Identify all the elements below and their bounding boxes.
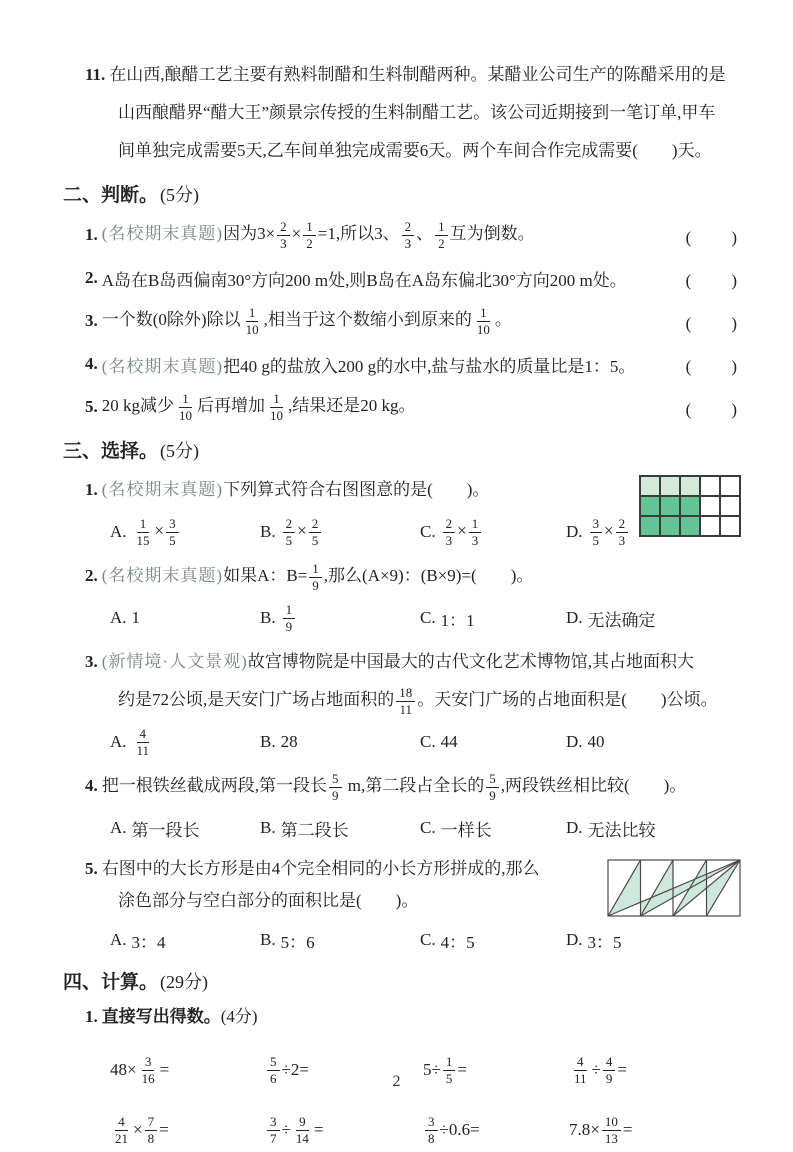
text-run: 。天安门广场的占地面积是( )公顷。 bbox=[417, 690, 718, 709]
fraction: $\frac{9}{14}$ bbox=[295, 1113, 309, 1146]
text-run: ,结果还是20 kg。 bbox=[288, 395, 416, 415]
text-run: = bbox=[622, 1120, 633, 1139]
question-line bbox=[63, 767, 743, 805]
option-text bbox=[132, 928, 166, 953]
choice-question-2 bbox=[63, 557, 743, 635]
choice-question-1 bbox=[63, 471, 743, 557]
calc-expression bbox=[110, 1114, 265, 1146]
text-run: 一个数(0除外)除以 bbox=[101, 309, 241, 329]
choice-question-3 bbox=[63, 643, 743, 759]
option-label: A. bbox=[110, 930, 127, 949]
source-tag: (名校期末真题) bbox=[101, 566, 224, 585]
option-text bbox=[281, 516, 324, 548]
option-label: B. bbox=[260, 930, 276, 949]
option-label: D. bbox=[566, 930, 583, 949]
section-calc-title bbox=[63, 967, 743, 998]
text-run: × bbox=[604, 520, 614, 540]
option-label: B. bbox=[260, 522, 276, 541]
text-run: 把一根铁丝截成两段,第一段长 bbox=[101, 776, 327, 795]
text-run: 下列算式符合右图图意的是( )。 bbox=[223, 480, 490, 499]
question-line bbox=[63, 643, 743, 681]
question-line: 山西酿醋界“醋大王”颜景宗传授的生料制醋工艺。该公司近期接到一笔订单,甲车 bbox=[118, 103, 716, 122]
option-c bbox=[420, 732, 566, 752]
source-tag: (名校期末真题) bbox=[101, 480, 224, 499]
text-run: 7.8× bbox=[569, 1120, 600, 1139]
grid-cell bbox=[680, 516, 700, 536]
text-run: 把40 g的盐放入200 g的水中,盐与盐水的质量比是1：5。 bbox=[223, 356, 636, 376]
option-text bbox=[441, 928, 475, 953]
question-line bbox=[63, 56, 743, 94]
fraction: $\frac{2}{5}$ bbox=[283, 516, 296, 548]
text-run: 因为3× bbox=[223, 223, 276, 243]
fraction: $\frac{5}{9}$ bbox=[329, 771, 342, 803]
text-run: ÷ bbox=[281, 1120, 291, 1139]
question-text: 在山西,酿醋工艺主要有熟料制醋和生料制醋两种。某醋业公司生产的陈醋采用的是 bbox=[109, 65, 726, 84]
question-text bbox=[102, 391, 686, 423]
option-label: B. bbox=[260, 732, 276, 751]
grid-cell bbox=[660, 496, 680, 516]
text-run: = bbox=[159, 1060, 170, 1079]
fraction: $\frac{4}{9}$ bbox=[603, 1054, 616, 1086]
fraction: $\frac{1}{10}$ bbox=[179, 390, 192, 423]
option-label: A. bbox=[110, 818, 127, 837]
grid-cell bbox=[640, 496, 660, 516]
question-number: 3. bbox=[85, 652, 98, 671]
text-run: × bbox=[154, 520, 165, 540]
text-run: =1,所以3、 bbox=[317, 223, 400, 243]
option-a bbox=[110, 928, 260, 953]
question-number: 1. bbox=[85, 480, 98, 499]
fraction: $\frac{4}{21}$ bbox=[115, 1113, 128, 1146]
fraction: $\frac{3}{16}$ bbox=[141, 1053, 155, 1086]
question-text bbox=[102, 352, 686, 377]
choice-question-4 bbox=[63, 767, 743, 845]
option-b bbox=[260, 928, 420, 953]
fraction-grid-figure bbox=[639, 475, 741, 537]
section-score: (29分) bbox=[160, 972, 209, 992]
fraction: $\frac{3}{8}$ bbox=[425, 1114, 438, 1146]
question-11 bbox=[63, 56, 743, 170]
fraction: $\frac{4}{11}$ bbox=[574, 1053, 587, 1086]
option-text bbox=[281, 602, 298, 634]
grid-cell bbox=[700, 476, 720, 496]
text-run: 1：1 bbox=[440, 610, 475, 630]
rectangle-figure bbox=[607, 859, 741, 917]
option-text bbox=[281, 816, 349, 841]
grid-cell bbox=[660, 516, 680, 536]
section-title-text: 二、判断。 bbox=[63, 185, 159, 206]
option-text bbox=[132, 608, 141, 628]
fraction: $\frac{1}{9}$ bbox=[283, 602, 296, 634]
grid-cell bbox=[700, 496, 720, 516]
text-run: 44 bbox=[440, 732, 458, 751]
option-text bbox=[588, 732, 605, 752]
option-a bbox=[110, 608, 260, 628]
text-run: 后再增加 bbox=[197, 395, 265, 415]
text-run: 无法确定 bbox=[587, 610, 656, 630]
fraction: $\frac{3}{5}$ bbox=[166, 516, 179, 548]
grid-cell bbox=[720, 496, 740, 516]
section-score: (5分) bbox=[160, 441, 200, 461]
option-text bbox=[588, 606, 656, 631]
question-number: 4. bbox=[85, 354, 98, 373]
text-run: 如果A：B= bbox=[223, 566, 308, 585]
grid-cell bbox=[720, 516, 740, 536]
fraction: $\frac{18}{11}$ bbox=[396, 685, 415, 717]
option-label: C. bbox=[420, 608, 436, 627]
fraction: $\frac{10}{13}$ bbox=[602, 1114, 621, 1146]
source-tag: (名校期末真题) bbox=[101, 223, 224, 243]
text-run: 。 bbox=[494, 309, 512, 329]
grid-cell bbox=[680, 476, 700, 496]
fraction: $\frac{1}{10}$ bbox=[476, 304, 490, 337]
question-text bbox=[102, 652, 694, 671]
calc-expression bbox=[569, 1114, 632, 1146]
question-text bbox=[101, 771, 687, 803]
option-text bbox=[441, 816, 492, 841]
option-text bbox=[588, 816, 656, 841]
subheader-score: (4分) bbox=[220, 1007, 258, 1026]
option-text bbox=[281, 732, 298, 752]
option-label: D. bbox=[566, 608, 583, 627]
text-run: = bbox=[457, 1060, 467, 1079]
options-row bbox=[63, 923, 743, 957]
option-c bbox=[420, 928, 566, 953]
question-text bbox=[102, 480, 490, 499]
question-number: 5. bbox=[85, 397, 98, 416]
section-title-text: 四、计算。 bbox=[63, 972, 159, 993]
text-run: 一样长 bbox=[440, 820, 492, 840]
question-text bbox=[102, 305, 686, 337]
judge-question-2 bbox=[63, 259, 743, 297]
choice-question-5 bbox=[63, 853, 743, 917]
fraction: $\frac{1}{10}$ bbox=[245, 304, 259, 337]
option-label: C. bbox=[420, 522, 436, 541]
question-number: 2. bbox=[85, 566, 98, 585]
grid-cell bbox=[640, 476, 660, 496]
option-a bbox=[110, 816, 260, 841]
option-label: A. bbox=[110, 608, 127, 627]
text-run: A岛在B岛西偏南30°方向200 m处,则B岛在A岛东偏北30°方向200 m处。 bbox=[101, 270, 627, 290]
fraction: $\frac{2}{3}$ bbox=[402, 219, 415, 251]
options-row bbox=[63, 601, 743, 635]
text-run: 20 kg减少 bbox=[101, 395, 174, 415]
text-run: 3：5 bbox=[587, 932, 622, 952]
answer-blank: ( ) bbox=[685, 227, 739, 247]
option-d bbox=[566, 516, 630, 548]
judge-question-3 bbox=[63, 302, 743, 340]
text-run: = bbox=[617, 1060, 627, 1079]
answer-blank: ( ) bbox=[685, 399, 739, 419]
option-b bbox=[260, 732, 420, 752]
question-body bbox=[63, 853, 607, 917]
fraction: $\frac{1}{2}$ bbox=[435, 219, 448, 251]
grid-cell bbox=[700, 516, 720, 536]
fraction: $\frac{1}{15}$ bbox=[136, 515, 150, 548]
text-run: 、 bbox=[416, 223, 434, 243]
text-run: 涂色部分与空白部分的面积比是( )。 bbox=[118, 891, 419, 910]
text-run: 48× bbox=[110, 1060, 137, 1079]
question-text bbox=[102, 219, 686, 251]
fraction: $\frac{4}{11}$ bbox=[136, 725, 150, 758]
grid-cell bbox=[660, 476, 680, 496]
option-text bbox=[588, 516, 631, 548]
question-body bbox=[63, 471, 639, 557]
calc-row-2 bbox=[63, 1108, 743, 1152]
option-label: D. bbox=[566, 522, 583, 541]
question-number: 1. bbox=[85, 1007, 98, 1026]
fraction: $\frac{1}{10}$ bbox=[270, 390, 283, 423]
option-d bbox=[566, 606, 656, 631]
option-d bbox=[566, 816, 656, 841]
question-number: 4. bbox=[85, 776, 98, 795]
option-b bbox=[260, 816, 420, 841]
fraction: $\frac{3}{7}$ bbox=[267, 1114, 280, 1146]
options-row bbox=[63, 725, 743, 759]
question-text bbox=[101, 561, 534, 593]
grid-cell bbox=[680, 496, 700, 516]
option-a bbox=[110, 516, 260, 548]
options-row bbox=[63, 811, 743, 845]
option-text bbox=[132, 516, 181, 548]
fraction: $\frac{1}{2}$ bbox=[303, 219, 316, 251]
option-label: C. bbox=[420, 930, 436, 949]
question-text bbox=[102, 859, 540, 878]
option-text bbox=[441, 606, 475, 631]
text-run: 40 bbox=[587, 732, 605, 751]
judge-question-1 bbox=[63, 216, 743, 254]
section-score: (5分) bbox=[160, 185, 200, 205]
text-run: 4：5 bbox=[440, 932, 475, 952]
text-run: 5÷ bbox=[423, 1060, 441, 1079]
text-run: × bbox=[133, 1120, 143, 1139]
text-run: ÷ bbox=[591, 1060, 601, 1079]
option-text bbox=[441, 732, 458, 752]
option-label: A. bbox=[110, 732, 127, 751]
calc-subheader bbox=[63, 1002, 743, 1032]
text-run: ÷0.6= bbox=[439, 1120, 480, 1139]
text-run: m,第二段占全长的 bbox=[343, 776, 485, 795]
question-line bbox=[63, 681, 743, 719]
option-b bbox=[260, 516, 420, 548]
question-number: 11. bbox=[85, 65, 106, 84]
question-line bbox=[63, 557, 743, 595]
text-run: 1 bbox=[131, 608, 141, 627]
fraction: $\frac{2}{3}$ bbox=[616, 516, 629, 548]
judge-question-4 bbox=[63, 345, 743, 383]
section-choice-title bbox=[63, 436, 743, 467]
fraction: $\frac{1}{9}$ bbox=[309, 561, 322, 593]
option-c bbox=[420, 516, 566, 548]
text-run: 互为倒数。 bbox=[449, 223, 535, 243]
option-b bbox=[260, 602, 420, 634]
text-run: 故宫博物院是中国最大的古代文化艺术博物馆,其占地面积大 bbox=[247, 652, 694, 671]
section-judge-title bbox=[63, 180, 743, 211]
question-line: 间单独完成需要5天,乙车间单独完成需要6天。两个车间合作完成需要( )天。 bbox=[118, 141, 712, 160]
question-number: 2. bbox=[85, 268, 98, 287]
fraction: $\frac{3}{5}$ bbox=[590, 516, 603, 548]
source-tag: (新情境·人文景观) bbox=[101, 652, 248, 671]
question-number: 5. bbox=[85, 859, 98, 878]
option-label: D. bbox=[566, 732, 583, 751]
fraction: $\frac{2}{3}$ bbox=[443, 516, 456, 548]
text-run: ÷2= bbox=[281, 1060, 309, 1079]
question-number: 1. bbox=[85, 225, 98, 244]
fraction: $\frac{2}{5}$ bbox=[309, 516, 322, 548]
text-run: = bbox=[313, 1120, 324, 1139]
calc-expression bbox=[265, 1114, 423, 1146]
fraction: $\frac{2}{3}$ bbox=[277, 219, 290, 251]
question-line bbox=[63, 885, 607, 917]
option-c bbox=[420, 816, 566, 841]
text-run: 5：6 bbox=[280, 932, 315, 952]
option-text bbox=[441, 516, 484, 548]
text-run: 第一段长 bbox=[131, 820, 200, 840]
page-number: 2 bbox=[392, 1073, 401, 1090]
option-a bbox=[110, 726, 260, 758]
text-run: ,相当于这个数缩小到原来的 bbox=[263, 309, 472, 329]
option-text bbox=[132, 816, 200, 841]
fraction: $\frac{5}{6}$ bbox=[267, 1054, 280, 1086]
question-line bbox=[63, 471, 639, 509]
option-label: B. bbox=[260, 818, 276, 837]
fraction: $\frac{7}{8}$ bbox=[145, 1114, 158, 1146]
option-label: B. bbox=[260, 608, 276, 627]
source-tag: (名校期末真题) bbox=[101, 356, 224, 376]
text-run: × bbox=[297, 520, 307, 540]
text-run: ,两段铁丝相比较( )。 bbox=[500, 776, 687, 795]
question-line bbox=[63, 853, 607, 885]
calc-expression bbox=[423, 1114, 569, 1146]
question-number: 3. bbox=[85, 311, 98, 330]
text-run: 第二段长 bbox=[280, 820, 349, 840]
text-run: 3：4 bbox=[131, 932, 166, 952]
text-run: 约是72公顷,是天安门广场占地面积的 bbox=[118, 690, 395, 709]
text-run: 无法比较 bbox=[587, 820, 656, 840]
option-c bbox=[420, 606, 566, 631]
option-text bbox=[132, 726, 155, 758]
judge-question-5 bbox=[63, 388, 743, 426]
answer-blank: ( ) bbox=[685, 313, 739, 333]
text-run: 右图中的大长方形是由4个完全相同的小长方形拼成的,那么 bbox=[101, 859, 540, 878]
grid-cell bbox=[640, 516, 660, 536]
option-d bbox=[566, 732, 605, 752]
fraction: $\frac{1}{3}$ bbox=[469, 516, 482, 548]
option-text bbox=[588, 928, 622, 953]
fraction: $\frac{5}{9}$ bbox=[486, 771, 499, 803]
text-run: × bbox=[457, 520, 467, 540]
option-label: A. bbox=[110, 522, 127, 541]
section-title-text: 三、选择。 bbox=[63, 441, 159, 462]
options-row bbox=[63, 515, 639, 549]
option-d bbox=[566, 928, 622, 953]
text-run: = bbox=[159, 1120, 169, 1139]
text-run: 28 bbox=[280, 732, 298, 751]
option-text bbox=[281, 928, 315, 953]
option-label: D. bbox=[566, 818, 583, 837]
option-label: C. bbox=[420, 818, 436, 837]
text-run: ,那么(A×9)：(B×9)=( )。 bbox=[323, 566, 534, 585]
question-text bbox=[102, 266, 686, 291]
option-label: C. bbox=[420, 732, 436, 751]
text-run: × bbox=[291, 223, 302, 243]
fraction: $\frac{1}{5}$ bbox=[443, 1054, 456, 1086]
answer-blank: ( ) bbox=[685, 356, 739, 376]
answer-blank: ( ) bbox=[685, 270, 739, 290]
subheader-text: 直接写出得数。 bbox=[101, 1007, 221, 1026]
grid-cell bbox=[720, 476, 740, 496]
